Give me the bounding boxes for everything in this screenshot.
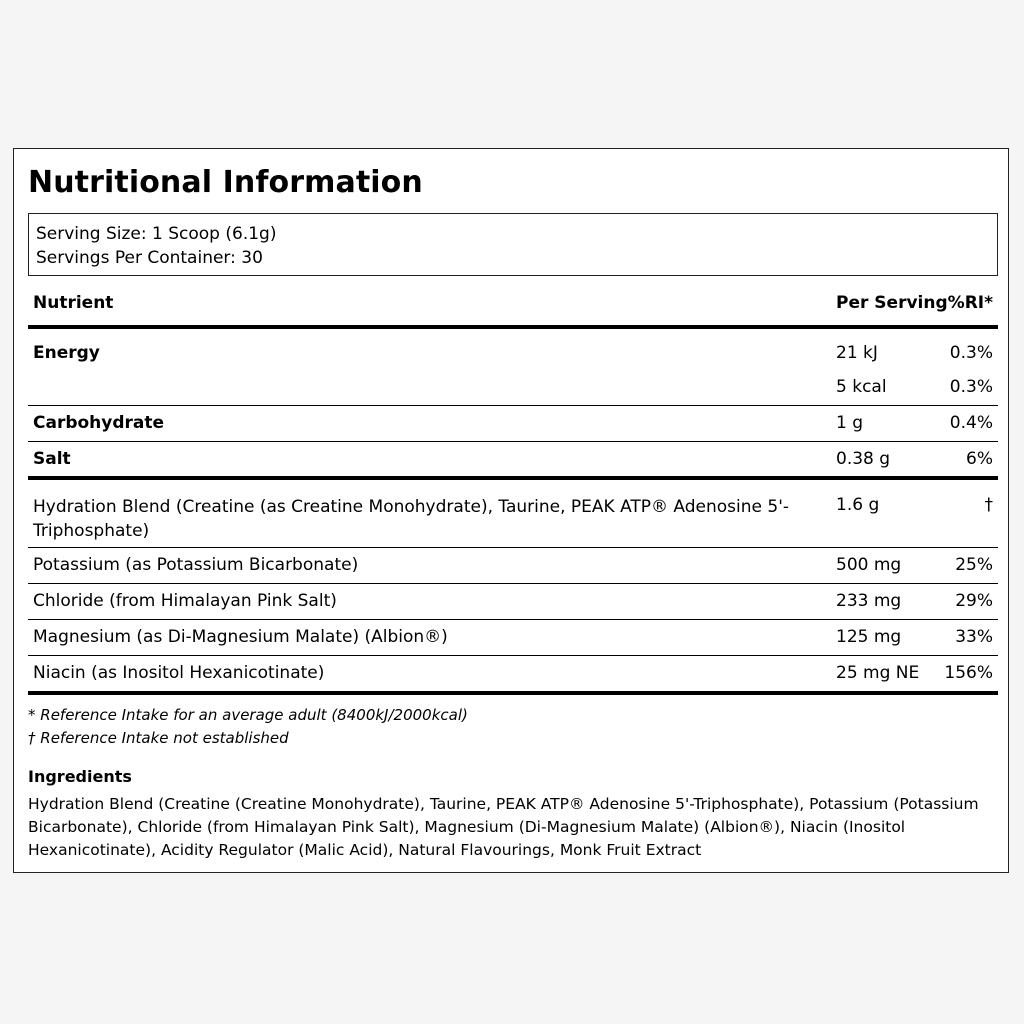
per-serving-value: 21 kJ [836,343,878,363]
table-row-carbohydrate [28,406,998,442]
nutrient-name: Potassium (as Potassium Bicarbonate) [33,555,359,575]
nutrient-name: Chloride (from Himalayan Pink Salt) [33,591,337,611]
ri-value: 6% [966,449,993,469]
ri-value: 29% [955,591,993,611]
serving-size: Serving Size: 1 Scoop (6.1g) [36,224,277,244]
serving-info-box [28,213,998,276]
per-serving-value: 5 kcal [836,377,887,397]
nutrient-name: Carbohydrate [33,413,165,433]
ri-footnote: * Reference Intake for an average adult (8400kJ/2000kcal) [28,706,468,724]
ri-value: 0.3% [949,377,993,397]
nutrition-panel [13,148,1009,873]
per-serving-value: 25 mg NE [836,663,920,683]
per-serving-value: 1 g [836,413,864,433]
nutrient-name: Niacin (as Inositol Hexanicotinate) [33,663,325,683]
header-per-serving: Per Serving [836,293,948,313]
servings-per-container: Servings Per Container: 30 [36,248,263,268]
nutrient-name: Magnesium (as Di-Magnesium Malate) (Albion®) [33,627,448,647]
per-serving-value: 233 mg [836,591,902,611]
nutrient-name: Energy [33,343,100,363]
table-row-energy [28,329,998,406]
table-row-niacin [28,656,998,695]
footnotes [28,704,468,750]
ri-value: 25% [955,555,993,575]
ri-value: 156% [944,663,993,683]
nutrient-name: Salt [33,449,71,469]
table-row-salt [28,442,998,480]
nutrition-table [28,287,998,695]
per-serving-value: 1.6 g [836,495,880,515]
table-row-potassium [28,548,998,584]
per-serving-value: 0.38 g [836,449,891,469]
header-ri: %RI* [947,293,993,313]
ri-value: 33% [955,627,993,647]
ri-value: 0.3% [949,343,993,363]
table-row-chloride [28,584,998,620]
per-serving-value: 125 mg [836,627,902,647]
nutrient-name: Hydration Blend (Creatine (as Creatine Monohydrate), Taurine, PEAK ATP® Adenosine 5'-Triphosphate) [33,497,790,541]
dagger-footnote: † Reference Intake not established [28,729,289,747]
ingredients-text: Hydration Blend (Creatine (Creatine Monohydrate), Taurine, PEAK ATP® Adenosine 5'-Triphosphate), Potassium (Potassium Bicarbonate), Chloride (from Himalayan Pink Salt), Magnesium (Di-Magnesium Malate) (Albion®), Niacin (Inositol Hexanicotinate), Acidity Regulator (Malic Acid), Natural Flavourings, Monk Fruit Extract [28,795,979,859]
table-row-hydration-blend [28,480,998,548]
ingredients-heading: Ingredients [28,767,132,786]
table-row-magnesium [28,620,998,656]
ri-value: † [984,495,993,515]
table-header-row [28,287,998,329]
per-serving-value: 500 mg [836,555,902,575]
page-title: Nutritional Information [28,165,423,200]
ri-value: 0.4% [949,413,993,433]
header-nutrient: Nutrient [33,293,114,313]
